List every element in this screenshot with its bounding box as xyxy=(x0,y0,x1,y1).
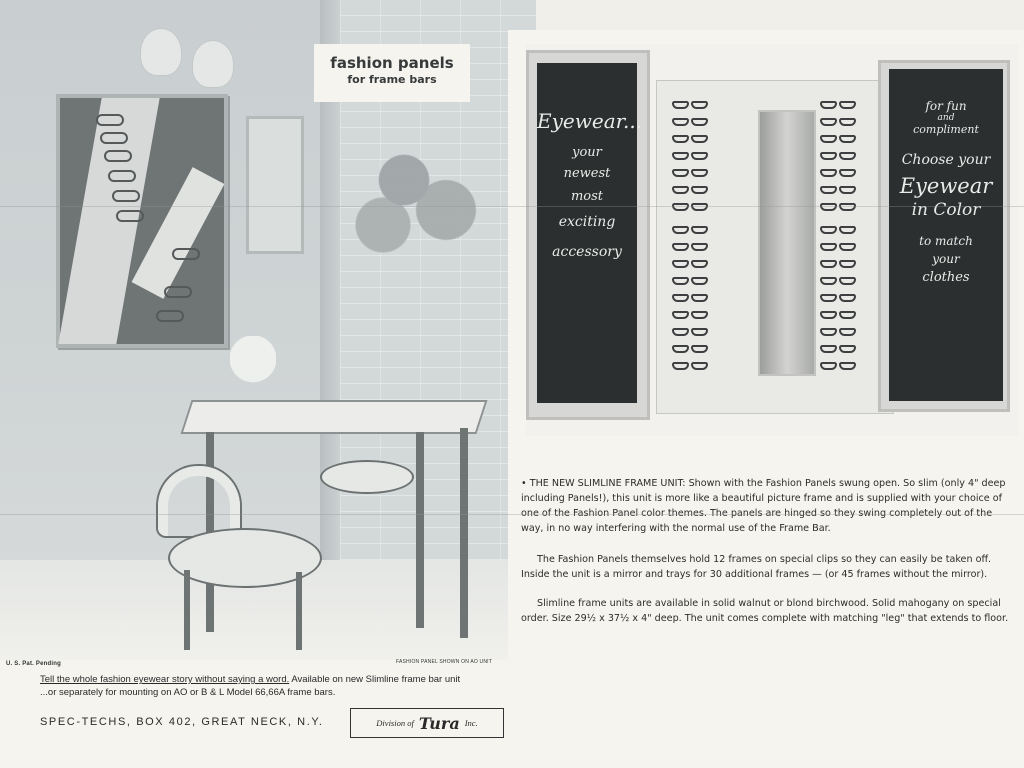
left-copy: Tell the whole fashion eyewear story without saying a word. Available on new Slimline frame bar unit ...or separately for mounting on AO or B & L Model 66,66A frame bars. xyxy=(40,674,461,698)
title: fashion panels xyxy=(330,54,454,72)
eyeglasses-icon xyxy=(820,310,860,320)
paragraph-3: Slimline frame units are available in solid walnut or blond birchwood. Solid mahogany on special order. Size 29½ x 37½ x 4" deep. The unit comes complete with matching "leg" that extends to floor. xyxy=(521,598,1009,624)
eyeglasses-icon xyxy=(672,168,712,178)
eyeglasses-icon xyxy=(672,361,712,371)
eyeglasses-icon xyxy=(820,361,860,371)
eyeglasses-icon xyxy=(672,225,712,235)
left-panel-door xyxy=(526,50,650,420)
wall-picture xyxy=(246,116,304,254)
eyeglasses-icon xyxy=(672,327,712,337)
eyeglasses-icon xyxy=(820,202,860,212)
eyeglasses-icon xyxy=(820,293,860,303)
eyeglasses-icon xyxy=(672,151,712,161)
eyeglasses-icon xyxy=(820,344,860,354)
division-box: Division of Tura Inc. xyxy=(350,708,504,738)
ceiling-lamp xyxy=(140,28,182,76)
eyeglasses-icon xyxy=(672,185,712,195)
eyeglasses-icon xyxy=(820,225,860,235)
eyeglasses-icon xyxy=(672,259,712,269)
tura-logo: Tura xyxy=(418,713,460,733)
eyeglasses-icon xyxy=(672,310,712,320)
right-chalkboard: for fun and compliment Choose your Eyewear in Color to match your clothes xyxy=(889,69,1003,401)
eyeglasses-icon xyxy=(672,242,712,252)
eyeglasses-icon xyxy=(672,276,712,286)
eyeglasses-icon xyxy=(820,168,860,178)
eyeglasses-icon xyxy=(672,134,712,144)
eyeglasses-icon xyxy=(156,310,184,322)
eyeglasses-icon xyxy=(820,117,860,127)
eyeglasses-icon xyxy=(672,202,712,212)
right-page xyxy=(508,30,1024,768)
eyeglasses-icon xyxy=(820,259,860,269)
eyeglasses-icon xyxy=(108,170,136,182)
eyeglasses-icon xyxy=(672,117,712,127)
fold-crease xyxy=(0,514,1024,515)
fashion-panel-illustration xyxy=(56,94,228,348)
eyeglasses-icon xyxy=(172,248,200,260)
paragraph-2: The Fashion Panels themselves hold 12 frames on special clips so they can easily be taken off. Inside the unit is a mirror and trays for 30 additional frames — (or 45 frames without the mirror). xyxy=(521,554,992,580)
eyeglasses-icon xyxy=(820,185,860,195)
eyeglasses-icon xyxy=(820,151,860,161)
slimline-unit-photo xyxy=(526,44,1018,436)
table xyxy=(180,400,487,434)
eyeglasses-icon xyxy=(116,210,144,222)
eyeglasses-icon xyxy=(820,242,860,252)
eyeglasses-icon xyxy=(164,286,192,298)
eyeglasses-icon xyxy=(672,100,712,110)
eyeglasses-icon xyxy=(820,276,860,286)
address: SPEC-TECHS, BOX 402, GREAT NECK, N.Y. xyxy=(40,716,324,728)
eyeglasses-icon xyxy=(100,132,128,144)
eyeglasses-icon xyxy=(820,134,860,144)
paragraph-1: • THE NEW SLIMLINE FRAME UNIT: Shown with the Fashion Panels swung open. So slim (only 4" deep including Panels!), this unit is more like a beautiful picture frame and is supplied with your choice of one of the Fashion Panel color themes. The panels are hinged so they swing completely out of the way, in no way interfering with the normal use of the Frame Bar. xyxy=(521,478,1006,534)
eyeglasses-icon xyxy=(104,150,132,162)
patent-note: U. S. Pat. Pending xyxy=(6,661,61,667)
ceiling-lamp xyxy=(192,40,234,88)
eyeglasses-icon xyxy=(820,100,860,110)
plant xyxy=(348,120,488,270)
eyeglasses-icon xyxy=(112,190,140,202)
right-panel-door xyxy=(878,60,1010,412)
chair xyxy=(158,466,240,536)
eyeglasses-icon xyxy=(820,327,860,337)
chair-seat xyxy=(320,460,414,494)
eyeglasses-icon xyxy=(96,114,124,126)
photo-caption: FASHION PANEL SHOWN ON AO UNIT xyxy=(396,659,493,665)
subtitle: for frame bars xyxy=(347,73,437,86)
title-card xyxy=(314,44,470,102)
eyeglasses-icon xyxy=(672,293,712,303)
left-chalkboard: Eyewear... your newest most exciting accessory xyxy=(537,63,637,403)
eyeglasses-icon xyxy=(672,344,712,354)
mirror xyxy=(758,110,816,376)
fold-crease xyxy=(0,206,1024,207)
